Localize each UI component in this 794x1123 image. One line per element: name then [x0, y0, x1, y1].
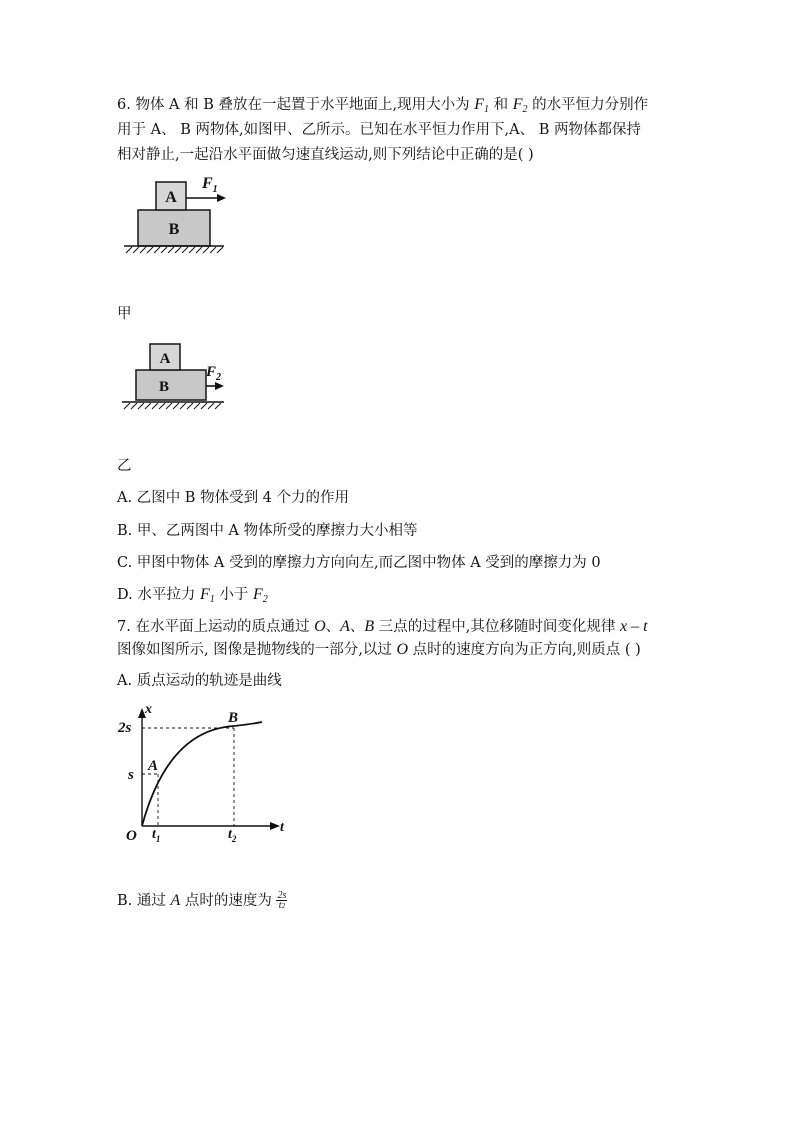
- tick-2s-label: 2s: [118, 720, 132, 736]
- force-f1-label: $F_1$: [202, 175, 218, 195]
- q6-stem-line1: 6. 物体 A 和 B 叠放在一起置于水平地面上,现用大小为 $F_1$ 和 $F_2$ 的水平恒力分别作: [117, 96, 649, 115]
- q7-option-a: A. 质点运动的轨迹是曲线: [117, 673, 282, 689]
- figure-jia: [118, 170, 230, 256]
- q6-option-b: B. 甲、乙两图中 A 物体所受的摩擦力大小相等: [117, 523, 418, 539]
- t-axis-arrow: [270, 822, 280, 830]
- parabola-curve: [142, 722, 262, 826]
- axis-x-label: x: [145, 702, 152, 717]
- caption-yi: 乙: [117, 458, 132, 474]
- ground-hatching: [126, 247, 223, 253]
- block-a-label: A: [159, 351, 171, 367]
- xt-graph: [112, 700, 292, 850]
- tick-t2-label: $t_2$: [228, 827, 237, 844]
- force-f1-symbol: $F_1$: [199, 586, 215, 605]
- ground-hatching: [124, 403, 221, 409]
- force-f2-label: $F_2$: [206, 364, 222, 383]
- q6-stem-line2: 用于 A、 B 两物体,如图甲、乙所示。已知在水平恒力作用下,A、 B 两物体都保持: [117, 122, 642, 138]
- q6-option-c: C. 甲图中物体 A 受到的摩擦力方向向左,而乙图中物体 A 受到的摩擦力为 0: [117, 555, 601, 571]
- origin-label: O: [126, 828, 137, 844]
- block-a-label: A: [165, 189, 177, 206]
- xt-symbol: x – t: [620, 618, 648, 635]
- q6-stem-line3: 相对静止,一起沿水平面做匀速直线运动,则下列结论中正确的是( ): [117, 147, 534, 163]
- point-a-label: A: [148, 758, 159, 774]
- q7-option-b: B. 通过 A 点时的速度为 $\frac{2s}{t2}$: [117, 890, 287, 911]
- tick-s-label: s: [128, 767, 134, 783]
- arrow-f1-head: [217, 194, 226, 202]
- arrow-f2-head: [215, 382, 224, 390]
- caption-jia: 甲: [117, 306, 132, 322]
- block-b-label: B: [168, 221, 180, 238]
- q6-option-d: D. 水平拉力 $F_1$ 小于 $F_2$: [117, 586, 268, 605]
- figure-yi: [118, 338, 230, 414]
- force-f1-symbol: $F_1$: [474, 96, 490, 115]
- q7-stem-line1: 7. 在水平面上运动的质点通过 O、A、B 三点的过程中,其位移随时间变化规律 x – t: [117, 618, 648, 635]
- velocity-fraction: $\frac{2s}{t2}$: [277, 890, 287, 911]
- tick-t1-label: $t_1$: [152, 827, 161, 844]
- axis-t-label: t: [280, 820, 284, 835]
- force-f2-symbol: $F_2$: [512, 96, 528, 115]
- point-b-label: B: [228, 710, 239, 726]
- q7-stem-line2: 图像如图所示, 图像是抛物线的一部分,以过 O 点时的速度方向为正方向,则质点 ( ): [117, 641, 641, 658]
- block-b-label: B: [158, 379, 170, 395]
- force-f2-symbol: $F_2$: [252, 586, 268, 605]
- block-b: [136, 370, 206, 400]
- q6-option-a: A. 乙图中 B 物体受到 4 个力的作用: [117, 490, 350, 506]
